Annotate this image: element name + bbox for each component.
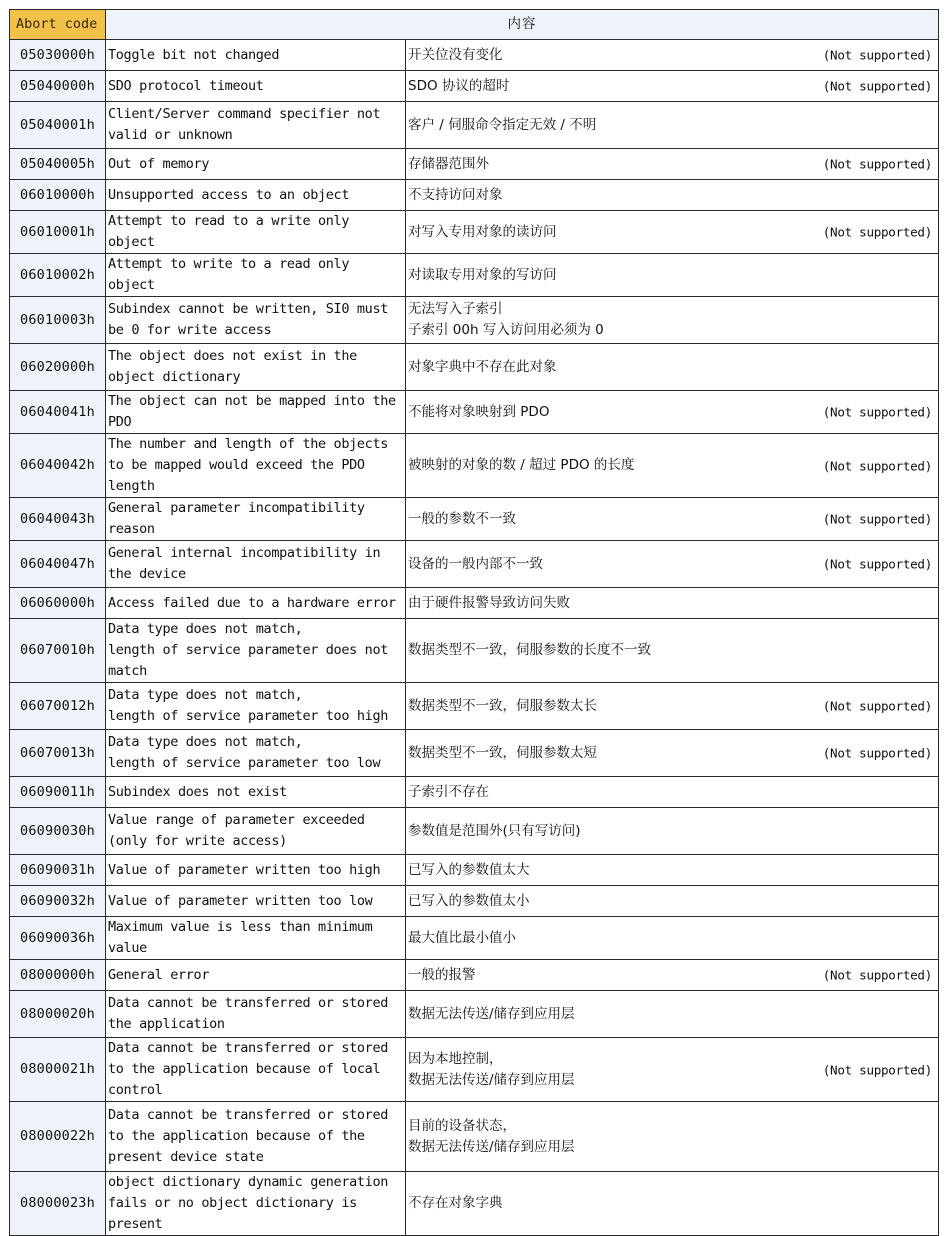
abort-code-cell: 08000023h	[10, 1172, 106, 1236]
english-description-cell	[106, 1172, 406, 1236]
chinese-description-line: 数据类型不一致，伺服参数的长度不一致	[408, 642, 651, 658]
chinese-description-cell	[406, 102, 939, 149]
chinese-description-text	[408, 640, 938, 661]
chinese-description-cell	[406, 730, 939, 777]
table-row	[10, 1172, 939, 1236]
english-description-cell	[106, 730, 406, 777]
english-description-line: Unsupported access to an object	[108, 186, 350, 203]
chinese-description-cell	[406, 434, 939, 498]
abort-code-cell: 06040041h	[10, 391, 106, 434]
abort-code-cell: 08000000h	[10, 960, 106, 991]
chinese-description-text	[408, 1193, 938, 1214]
chinese-description-line: 一般的参数不一致	[408, 510, 516, 527]
chinese-description-text	[408, 891, 938, 912]
english-description-cell	[106, 619, 406, 683]
table-row	[10, 991, 939, 1038]
chinese-description-line: 由于硬件报警导致访问失败	[408, 594, 570, 611]
chinese-description-line: 子索引 00h 写入访问用必须为 0	[408, 322, 604, 338]
chinese-description-cell	[406, 149, 939, 180]
table-row	[10, 254, 939, 297]
chinese-description-text	[408, 299, 938, 341]
table-row	[10, 619, 939, 683]
english-description-cell	[106, 917, 406, 960]
table-row	[10, 588, 939, 619]
abort-code-cell: 06070012h	[10, 683, 106, 730]
chinese-description-cell	[406, 297, 939, 344]
english-description-cell	[106, 886, 406, 917]
abort-code-header: Abort code	[10, 10, 106, 40]
english-description-line: The object does not exist in the object dictionary	[108, 348, 357, 385]
not-supported-label: (Not supported)	[822, 698, 932, 714]
english-description-line: object dictionary dynamic generation fails or no object dictionary is present	[108, 1174, 388, 1232]
english-description-cell	[106, 149, 406, 180]
chinese-description-cell	[406, 180, 939, 211]
english-description-cell	[106, 855, 406, 886]
not-supported-label: (Not supported)	[822, 156, 932, 172]
chinese-description-text	[408, 185, 938, 206]
abort-code-cell: 06010002h	[10, 254, 106, 297]
table-row	[10, 149, 939, 180]
chinese-description-text	[408, 928, 938, 949]
english-description-line: length of service parameter too low	[108, 755, 381, 771]
abort-code-cell: 06070013h	[10, 730, 106, 777]
chinese-description-line: 对写入专用对象的读访问	[408, 223, 557, 240]
chinese-description-line: 一般的报警	[408, 966, 476, 983]
chinese-description-line: 无法写入子索引	[408, 301, 503, 317]
abort-code-cell: 06060000h	[10, 588, 106, 619]
chinese-description-cell	[406, 1172, 939, 1236]
chinese-description-text	[408, 860, 938, 881]
english-description-cell	[106, 588, 406, 619]
english-description-line: Out of memory	[108, 155, 210, 172]
chinese-description-cell	[406, 991, 939, 1038]
not-supported-label: (Not supported)	[822, 458, 932, 473]
english-description-line: General parameter incompatibility reason	[108, 500, 365, 537]
table-row	[10, 344, 939, 391]
english-description-cell	[106, 71, 406, 102]
abort-code-cell: 06010000h	[10, 180, 106, 211]
abort-code-cell: 06010001h	[10, 211, 106, 254]
chinese-description-line: 开关位没有变化	[408, 46, 503, 63]
abort-code-cell: 06040042h	[10, 434, 106, 498]
english-description-line: Value of parameter written too low	[108, 892, 373, 909]
english-description-cell	[106, 180, 406, 211]
chinese-description-line: 最大值比最小值小	[408, 929, 516, 946]
table-row	[10, 40, 939, 71]
table-row	[10, 297, 939, 344]
english-description-line: The number and length of the objects to be mapped would exceed the PDO length	[108, 436, 388, 494]
table-row	[10, 808, 939, 855]
chinese-description-line: 被映射的对象的数 / 超过 PDO 的长度	[408, 457, 635, 473]
chinese-description-text	[408, 593, 938, 614]
abort-code-cell: 06090031h	[10, 855, 106, 886]
table-row	[10, 1102, 939, 1172]
chinese-description-cell	[406, 808, 939, 855]
chinese-description-line: SDO 协议的超时	[408, 77, 510, 94]
abort-code-table	[9, 9, 939, 1236]
chinese-description-cell	[406, 917, 939, 960]
chinese-description-cell	[406, 254, 939, 297]
chinese-description-line: 数据无法传送/储存到应用层	[408, 1005, 575, 1022]
english-description-cell	[106, 498, 406, 541]
table-row	[10, 855, 939, 886]
chinese-description-line: 不支持访问对象	[408, 186, 503, 203]
english-description-line: Toggle bit not changed	[108, 46, 280, 63]
not-supported-label: (Not supported)	[822, 1062, 932, 1077]
chinese-description-cell	[406, 541, 939, 588]
abort-code-cell: 06090030h	[10, 808, 106, 855]
chinese-description-cell	[406, 344, 939, 391]
english-description-cell	[106, 1102, 406, 1172]
abort-code-cell: 06020000h	[10, 344, 106, 391]
chinese-description-cell	[406, 619, 939, 683]
english-description-cell	[106, 991, 406, 1038]
table-header-row	[10, 10, 939, 40]
chinese-description-cell	[406, 211, 939, 254]
chinese-description-line: 数据类型不一致，伺服参数太短	[408, 744, 597, 761]
not-supported-label: (Not supported)	[822, 224, 932, 240]
table-row	[10, 498, 939, 541]
english-description-line: Value of parameter written too high	[108, 861, 381, 878]
english-description-line: The object can not be mapped into the PDO	[108, 393, 396, 430]
chinese-description-cell	[406, 1102, 939, 1172]
english-description-line: Data type does not match,	[108, 621, 303, 637]
chinese-description-cell	[406, 71, 939, 102]
english-description-line: length of service parameter too high	[108, 708, 388, 724]
english-description-cell	[106, 541, 406, 588]
content-header: 内容	[106, 10, 939, 40]
table-row	[10, 541, 939, 588]
chinese-description-line: 数据类型不一致，伺服参数太长	[408, 697, 597, 714]
chinese-description-line: 对象字典中不存在此对象	[408, 358, 557, 375]
english-description-cell	[106, 777, 406, 808]
english-description-line: Data cannot be transferred or stored to the application because of local control	[108, 1040, 388, 1098]
chinese-description-line: 客户 / 伺服命令指定无效 / 不明	[408, 116, 597, 133]
english-description-cell	[106, 297, 406, 344]
abort-code-cell: 06040043h	[10, 498, 106, 541]
abort-code-cell: 05030000h	[10, 40, 106, 71]
english-description-cell	[106, 391, 406, 434]
table-row	[10, 434, 939, 498]
english-description-line: General error	[108, 966, 210, 983]
chinese-description-cell	[406, 498, 939, 541]
abort-code-cell: 06090032h	[10, 886, 106, 917]
chinese-description-text	[408, 821, 938, 842]
chinese-description-cell	[406, 391, 939, 434]
chinese-description-text	[408, 782, 938, 803]
english-description-cell	[106, 102, 406, 149]
english-description-line: Attempt to write to a read only object	[108, 256, 350, 293]
english-description-line: Client/Server command specifier not valid or unknown	[108, 106, 381, 143]
not-supported-label: (Not supported)	[822, 78, 932, 94]
english-description-line: Attempt to read to a write only object	[108, 213, 350, 250]
chinese-description-line: 存储器范围外	[408, 155, 489, 172]
english-description-line: Data cannot be transferred or stored to the application because of the present device state	[108, 1107, 388, 1165]
english-description-cell	[106, 344, 406, 391]
chinese-description-line: 数据无法传送/储存到应用层	[408, 1138, 575, 1155]
not-supported-label: (Not supported)	[822, 556, 932, 572]
chinese-description-cell	[406, 40, 939, 71]
english-description-cell	[106, 254, 406, 297]
table-row	[10, 777, 939, 808]
english-description-line: General internal incompatibility in the device	[108, 545, 381, 582]
chinese-description-line: 参数值是范围外(只有写访问)	[408, 822, 581, 839]
abort-code-cell: 06090011h	[10, 777, 106, 808]
abort-code-cell: 06010003h	[10, 297, 106, 344]
table-row	[10, 1038, 939, 1102]
english-description-cell	[106, 960, 406, 991]
chinese-description-text	[408, 115, 938, 136]
chinese-description-line: 已写入的参数值太大	[408, 861, 530, 878]
english-description-line: length of service parameter does not match	[108, 642, 388, 679]
english-description-cell	[106, 434, 406, 498]
chinese-description-line: 设备的一般内部不一致	[408, 555, 543, 572]
chinese-description-cell	[406, 588, 939, 619]
table-row	[10, 102, 939, 149]
english-description-line: Subindex cannot be written, SI0 must be 0 for write access	[108, 301, 388, 338]
chinese-description-cell	[406, 886, 939, 917]
chinese-description-line: 不存在对象字典	[408, 1195, 503, 1211]
chinese-description-line: 数据无法传送/储存到应用层	[408, 1071, 575, 1088]
table-row	[10, 730, 939, 777]
table-row	[10, 180, 939, 211]
table-row	[10, 71, 939, 102]
table-row	[10, 886, 939, 917]
table-row	[10, 683, 939, 730]
not-supported-label: (Not supported)	[822, 745, 932, 761]
table-row	[10, 917, 939, 960]
chinese-description-text	[408, 1116, 938, 1158]
chinese-description-text	[408, 357, 938, 378]
chinese-description-cell	[406, 683, 939, 730]
abort-code-cell: 05040005h	[10, 149, 106, 180]
chinese-description-line: 因为本地控制，	[408, 1050, 503, 1067]
abort-code-cell: 05040000h	[10, 71, 106, 102]
abort-code-cell: 08000022h	[10, 1102, 106, 1172]
chinese-description-text	[408, 265, 938, 286]
table-row	[10, 391, 939, 434]
chinese-description-text	[408, 1004, 938, 1025]
chinese-description-line: 对读取专用对象的写访问	[408, 266, 557, 283]
chinese-description-line: 已写入的参数值太小	[408, 892, 530, 909]
english-description-cell	[106, 808, 406, 855]
english-description-line: Data type does not match,	[108, 734, 303, 750]
table-row	[10, 211, 939, 254]
abort-code-cell: 06090036h	[10, 917, 106, 960]
english-description-line: Subindex does not exist	[108, 783, 287, 800]
chinese-description-cell	[406, 855, 939, 886]
abort-code-cell: 06040047h	[10, 541, 106, 588]
english-description-line: SDO protocol timeout	[108, 77, 264, 94]
table-row	[10, 960, 939, 991]
english-description-line: Access failed due to a hardware error	[108, 594, 396, 611]
english-description-cell	[106, 1038, 406, 1102]
english-description-line: Value range of parameter exceeded	[108, 812, 365, 828]
english-description-line: Maximum value is less than minimum value	[108, 919, 373, 956]
table-body	[10, 40, 939, 1236]
english-description-line: Data cannot be transferred or stored the application	[108, 995, 388, 1032]
not-supported-label: (Not supported)	[822, 404, 932, 420]
not-supported-label: (Not supported)	[822, 511, 932, 527]
chinese-description-line: 不能将对象映射到 PDO	[408, 403, 550, 420]
chinese-description-line: 目前的设备状态，	[408, 1117, 516, 1134]
english-description-line: (only for write access)	[108, 833, 287, 849]
not-supported-label: (Not supported)	[822, 967, 932, 983]
not-supported-label: (Not supported)	[822, 47, 932, 63]
abort-code-cell: 05040001h	[10, 102, 106, 149]
chinese-description-line: 子索引不存在	[408, 783, 489, 800]
abort-code-cell: 06070010h	[10, 619, 106, 683]
chinese-description-cell	[406, 777, 939, 808]
abort-code-cell: 08000021h	[10, 1038, 106, 1102]
chinese-description-cell	[406, 1038, 939, 1102]
abort-code-cell: 08000020h	[10, 991, 106, 1038]
english-description-cell	[106, 40, 406, 71]
english-description-cell	[106, 211, 406, 254]
english-description-cell	[106, 683, 406, 730]
english-description-line: Data type does not match,	[108, 687, 303, 703]
chinese-description-cell	[406, 960, 939, 991]
